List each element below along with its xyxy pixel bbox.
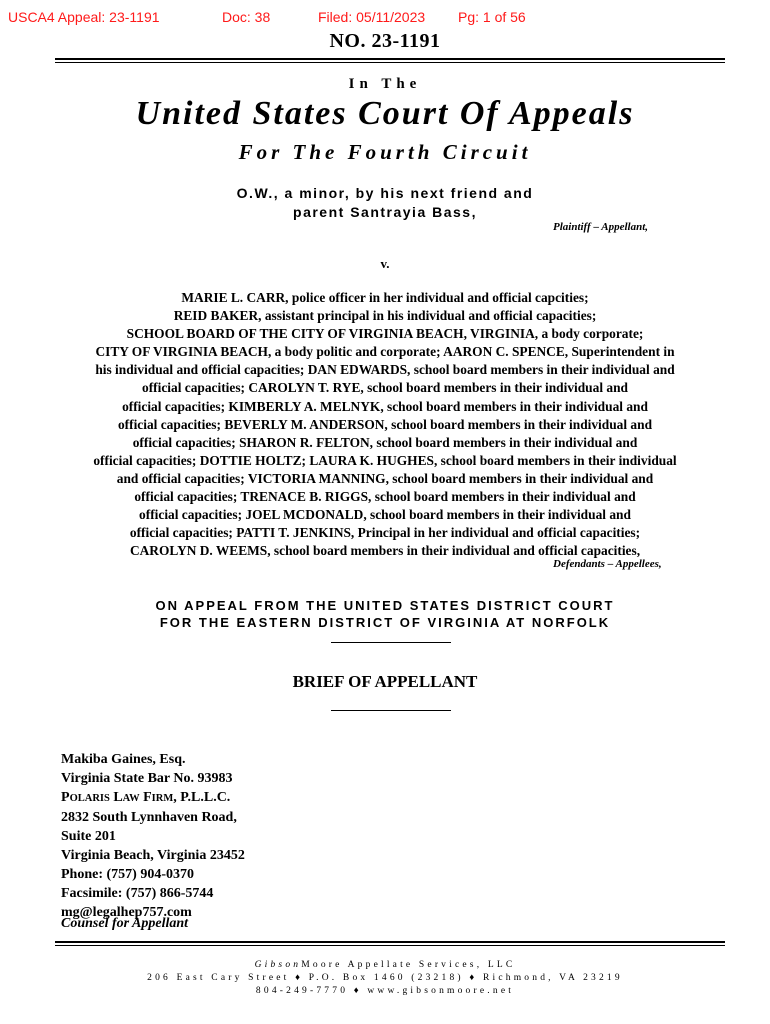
defendants-line: SCHOOL BOARD OF THE CITY OF VIRGINIA BEACH, VIRGINIA, a body corporate; — [126, 326, 644, 342]
court-name: United States Court Of Appeals — [135, 95, 635, 132]
defendants-line: his individual and official capacities; DAN EDWARDS, school board members in their individual and — [95, 362, 675, 378]
appeal-line: FOR THE EASTERN DISTRICT OF VIRGINIA AT NORFOLK — [159, 615, 611, 630]
brief-title: BRIEF OF APPELLANT — [292, 672, 478, 691]
defendants-line: MARIE L. CARR, police officer in her individual and official capcities; — [181, 290, 589, 305]
plaintiff-line: parent Santrayia Bass, — [293, 204, 477, 220]
plaintiff-line: O.W., a minor, by his next friend and — [236, 185, 534, 201]
ecf-doc-number: Doc: 38 — [222, 9, 271, 25]
case-number: NO. 23-1191 — [329, 30, 441, 52]
defendants-line: official capacities; SHARON R. FELTON, school board members in their individual and — [132, 434, 638, 450]
defendants-line: official capacities; KIMBERLY A. MELNYK, school board members in their individual and — [122, 398, 648, 414]
divider-dash — [331, 710, 451, 711]
bottom-rule-thin — [55, 945, 725, 946]
defendants-block — [40, 289, 730, 560]
printer-footer — [0, 959, 770, 998]
defendants-line: official capacities; CAROLYN T. RYE, school board members in their individual and — [142, 380, 628, 396]
counsel-block — [61, 750, 245, 922]
plaintiff-role: Plaintiff – Appellant, — [553, 221, 649, 233]
counsel-fax: Facsimile: (757) 866-5744 — [61, 886, 214, 901]
counsel-label: Counsel for Appellant — [61, 916, 189, 931]
divider-dash — [331, 642, 451, 643]
top-rule-thick — [55, 58, 725, 60]
defendants-line: official capacities; DOTTIE HOLTZ; LAURA K. HUGHES, school board members in their individual — [93, 452, 677, 468]
counsel-bar-number: Virginia State Bar No. 93983 — [61, 771, 233, 786]
counsel-city: Virginia Beach, Virginia 23452 — [61, 848, 245, 863]
counsel-firm: POLARIS LAW FIRM, P.L.L.C. — [61, 790, 231, 805]
ecf-page-count: Pg: 1 of 56 — [458, 9, 526, 25]
footer-company: GibsonMoore Appellate Services, LLC — [254, 960, 516, 970]
counsel-phone: Phone: (757) 904-0370 — [61, 867, 194, 882]
appeal-line: ON APPEAL FROM THE UNITED STATES DISTRICT COURT — [155, 598, 615, 613]
defendants-line: CAROLYN D. WEEMS, school board members in their individual and official capacities, — [129, 543, 641, 559]
defendants-line: official capacities; BEVERLY M. ANDERSON, school board members in their individual and — [117, 416, 653, 432]
counsel-name: Makiba Gaines, Esq. — [61, 752, 186, 767]
defendants-line: official capacities; JOEL MCDONALD, school board members in their individual and — [139, 507, 631, 523]
ecf-appeal-number: USCA4 Appeal: 23-1191 — [8, 9, 160, 25]
defendants-line: official capacities; TRENACE B. RIGGS, school board members in their individual and — [134, 489, 636, 505]
defendants-line: and official capacities; VICTORIA MANNING, school board members in their individual and — [116, 470, 654, 486]
defendants-line: official capacities; PATTI T. JENKINS, Principal in her individual and official capacities; — [129, 525, 641, 541]
circuit-name: For The Fourth Circuit — [238, 140, 532, 164]
in-the-label: In The — [348, 76, 422, 92]
defendants-line: REID BAKER, assistant principal in his individual and official capacities; — [173, 308, 597, 324]
top-rule-thin — [55, 62, 725, 63]
defendants-role: Defendants – Appellees, — [553, 558, 662, 570]
appeal-from — [0, 597, 770, 631]
counsel-address-line: 2832 South Lynnhaven Road, — [61, 810, 237, 825]
counsel-address-line: Suite 201 — [61, 829, 116, 844]
counsel-email: mg@legalhep757.com — [61, 905, 192, 920]
ecf-filed-date: Filed: 05/11/2023 — [318, 9, 426, 25]
footer-address: 206 East Cary Street ♦ P.O. Box 1460 (23218) ♦ Richmond, VA 23219 — [147, 973, 623, 983]
plaintiff-block — [0, 184, 770, 222]
defendants-line: CITY OF VIRGINIA BEACH, a body politic and corporate; AARON C. SPENCE, Superintendent in — [95, 344, 675, 360]
ecf-header — [0, 9, 770, 29]
footer-contact: 804-249-7770 ♦ www.gibsonmoore.net — [255, 986, 515, 996]
versus: v. — [380, 256, 390, 271]
bottom-rule-thick — [55, 941, 725, 943]
